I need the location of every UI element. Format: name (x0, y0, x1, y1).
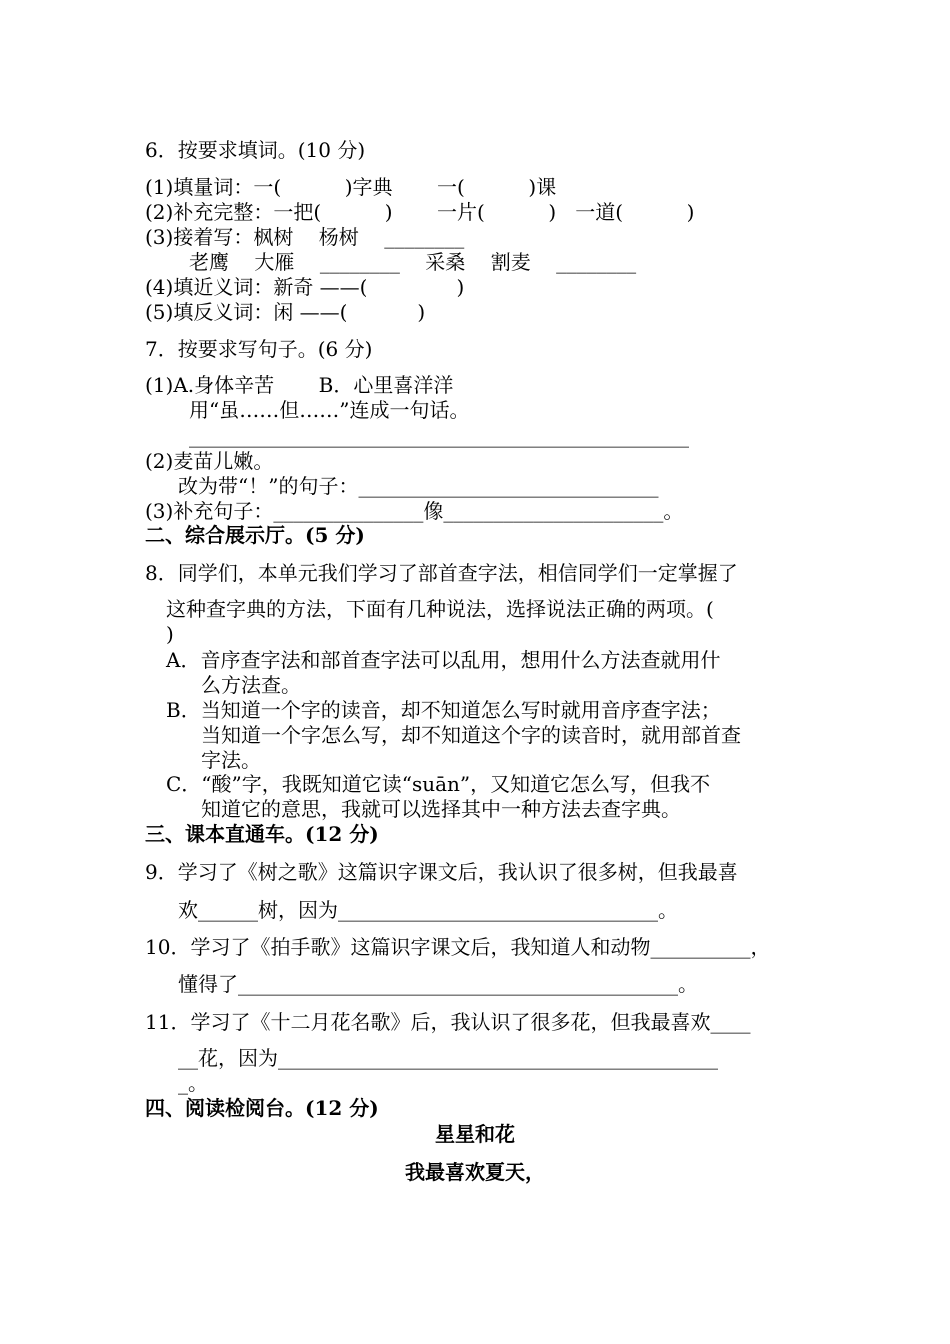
q8-option-b-1: B．当知道一个字的读音，却不知道怎么写时就用音序查字法； (166, 698, 721, 722)
q6-title: 6．按要求填词。(10 分) (145, 138, 366, 162)
q6-line-6: (5)填反义词：闲 ——( ) (145, 300, 426, 324)
section-4-title: 四、阅读检阅台。(12 分) (145, 1096, 379, 1120)
q7-title: 7．按要求写句子。(6 分) (145, 337, 373, 361)
q8-stem-2: 这种查字典的方法，下面有几种说法，选择说法正确的两项。( (166, 597, 714, 621)
q11-line-2: __花，因为____________________________________________ (178, 1046, 718, 1070)
q6-line-3: (3)接着写：枫树 杨树 ________ (145, 225, 465, 249)
q8-stem-1: 8．同学们，本单元我们学习了部首查字法，相信同学们一定掌握了 (145, 561, 738, 585)
q7-line-5: (3)补充句子：_______________像______________________。 (145, 499, 684, 523)
q7-line-2: 用“虽……但……”连成一句话。 (189, 398, 470, 422)
section-3-title: 三、课本直通车。(12 分) (145, 822, 379, 846)
q8-option-b-2: 当知道一个字怎么写，却不知道这个字的读音时，就用部首查 (201, 723, 741, 747)
q7-line-1: (1)A.身体辛苦 B．心里喜洋洋 (145, 373, 454, 397)
q8-option-b-3: 字法。 (201, 748, 261, 772)
q11-line-1: 11．学习了《十二月花名歌》后，我认识了很多花，但我最喜欢____ (145, 1010, 751, 1034)
q6-line-1: (1)填量词：一( )字典 一( )课 (145, 175, 557, 199)
q10-line-1: 10．学习了《拍手歌》这篇识字课文后，我知道人和动物__________， (145, 935, 771, 959)
q9-line-1: 9．学习了《树之歌》这篇识字课文后，我认识了很多树，但我最喜 (145, 860, 738, 884)
q8-option-a-2: 么方法查。 (201, 673, 301, 697)
q9-line-2: 欢______树，因为________________________________。 (178, 898, 678, 922)
poem-line-1: 我最喜欢夏天， (405, 1160, 545, 1184)
q6-line-5: (4)填近义词：新奇 ——( ) (145, 275, 465, 299)
q6-line-4: 老鹰 大雁 ________ 采桑 割麦 ________ (189, 250, 637, 274)
q8-option-a-1: A．音序查字法和部首查字法可以乱用，想用什么方法查就用什 (166, 648, 721, 672)
q11-line-3: _。 (178, 1071, 208, 1095)
q7-line-3: (2)麦苗儿嫩。 (145, 449, 274, 473)
section-2-title: 二、综合展示厅。(5 分) (145, 523, 365, 547)
q10-line-2: 懂得了____________________________________________。 (178, 972, 698, 996)
q7-answer-line: __________________________________________________ (189, 424, 689, 448)
q7-line-4: 改为带“！”的句子：______________________________ (178, 474, 659, 498)
q8-option-c-1: C．“酸”字，我既知道它读“suān”，又知道它怎么写，但我不 (166, 772, 711, 796)
q8-option-c-2: 知道它的意思，我就可以选择其中一种方法去查字典。 (201, 797, 681, 821)
q6-line-2: (2)补充完整：一把( ) 一片( ) 一道( ) (145, 200, 695, 224)
poem-title: 星星和花 (435, 1122, 515, 1146)
q8-stem-3: ) (166, 622, 174, 646)
